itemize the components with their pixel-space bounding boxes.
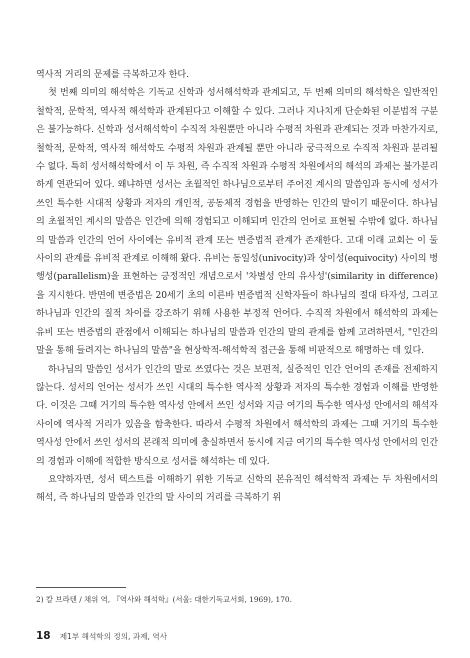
- paragraph: 첫 번째 의미의 해석학은 기독교 신학과 성서해석학과 관계되고, 두 번째 의미의 해석학은 일반적인 철학적, 문학적, 역사적 해석학과 관계된다고 이해할 수 있다. 그러나 지나치게 단순화된 이분법적 구분은 불가능하다. 신학과 성서해석학이 수직적 차원뿐만 아니라 수평적 차원과 관계되는 것과 마찬가지로, 철학적, 문학적, 역사적 해석학도 수평적 차원과 관계될 뿐만 아니라 궁극적으로 수직적 차원과 분리될 수 없다. 특히 성서해석학에서 이 두 차원, 즉 수직적 차원과 수평적 차원에서의 해석의 과제는 불가분리하게 연관되어 있다. 왜냐하면 성서는 초월적인 하나님으로부터 주어진 계시의 말씀임과 동시에 성서가 쓰인 특수한 시대적 상황과 저자의 개인적, 공동체적 경험을 반영하는 인간의 말이기 때문이다. 하나님의 초월적인 계시의 말씀은 인간에 의해 경험되고 이해되며 인간의 언어로 표현될 수밖에 없다. 하나님의 말씀과 인간의 언어 사이에는 유비적 관계 또는 변증법적 관계가 존재한다. 고대 이래 교회는 이 둘 사이의 관계를 유비적 관계로 이해해 왔다. 유비는 동일성(univocity)과 상이성(equivocity) 사이의 병행성(parallelism)을 표현하는 긍정적인 개념으로서 '차별성 안의 유사성'(similarity in difference)을 지시한다. 반면에 변증법은 20세기 초의 이른바 변증법적 신학자들이 하나님의 절대 타자성, 그리고 하나님과 인간의 질적 차이를 강조하기 위해 사용한 부정적 언어다. 수직적 차원에서 해석학의 과제는 유비 또는 변증법의 관점에서 이해되는 하나님의 말씀과 인간의 말의 관계를 함께 고려하면서, "인간의 말을 통해 들려지는 하나님의 말씀"을 현상학적-해석학적 접근을 통해 비판적으로 해명하는 데 있다.: [36, 88, 438, 357]
- running-head: 제1부 해석학의 정의, 과제, 역사: [59, 632, 168, 641]
- body-text: [36, 66, 438, 508]
- page-footer: [36, 624, 167, 643]
- paragraph: 하나님의 말씀인 성서가 인간의 말로 쓰였다는 것은 보편적, 실증적인 인간 언어의 존재를 전제하지 않는다. 성서의 언어는 성서가 쓰인 시대의 특수한 역사적 상황과 저자의 특수한 경험과 이해를 반영한다. 이것은 그때 거기의 특수한 역사성 안에서 쓰인 성서와 지금 여기의 특수한 역사성 안에서의 해석자 사이에 역사적 거리가 있음을 함축한다. 따라서 수평적 차원에서 해석학의 과제는 그때 거기의 특수한 역사성 안에서 쓰인 성서의 본래적 의미에 충실하면서 동시에 지금 여기의 특수한 역사성 안에서의 인간의 경험과 이해에 적합한 방식으로 성서를 해석하는 데 있다.: [36, 364, 438, 467]
- footnote: 2) 칼 브라텐 / 채위 역, 『역사와 해석학』(서울: 대한기독교서회, 1969), 170.: [36, 595, 292, 604]
- paragraph: 요약하자면, 성서 텍스트를 이해하기 위한 기독교 신학의 본유적인 해석학적 과제는 두 차원에서의 해석, 즉 하나님의 말씀과 인간의 말 사이의 거리를 극복하기 위: [36, 474, 438, 504]
- footnote-divider: [36, 587, 126, 588]
- page-number: 18: [36, 630, 51, 642]
- paragraph: 역사적 거리의 문제를 극복하고자 한다.: [36, 70, 189, 80]
